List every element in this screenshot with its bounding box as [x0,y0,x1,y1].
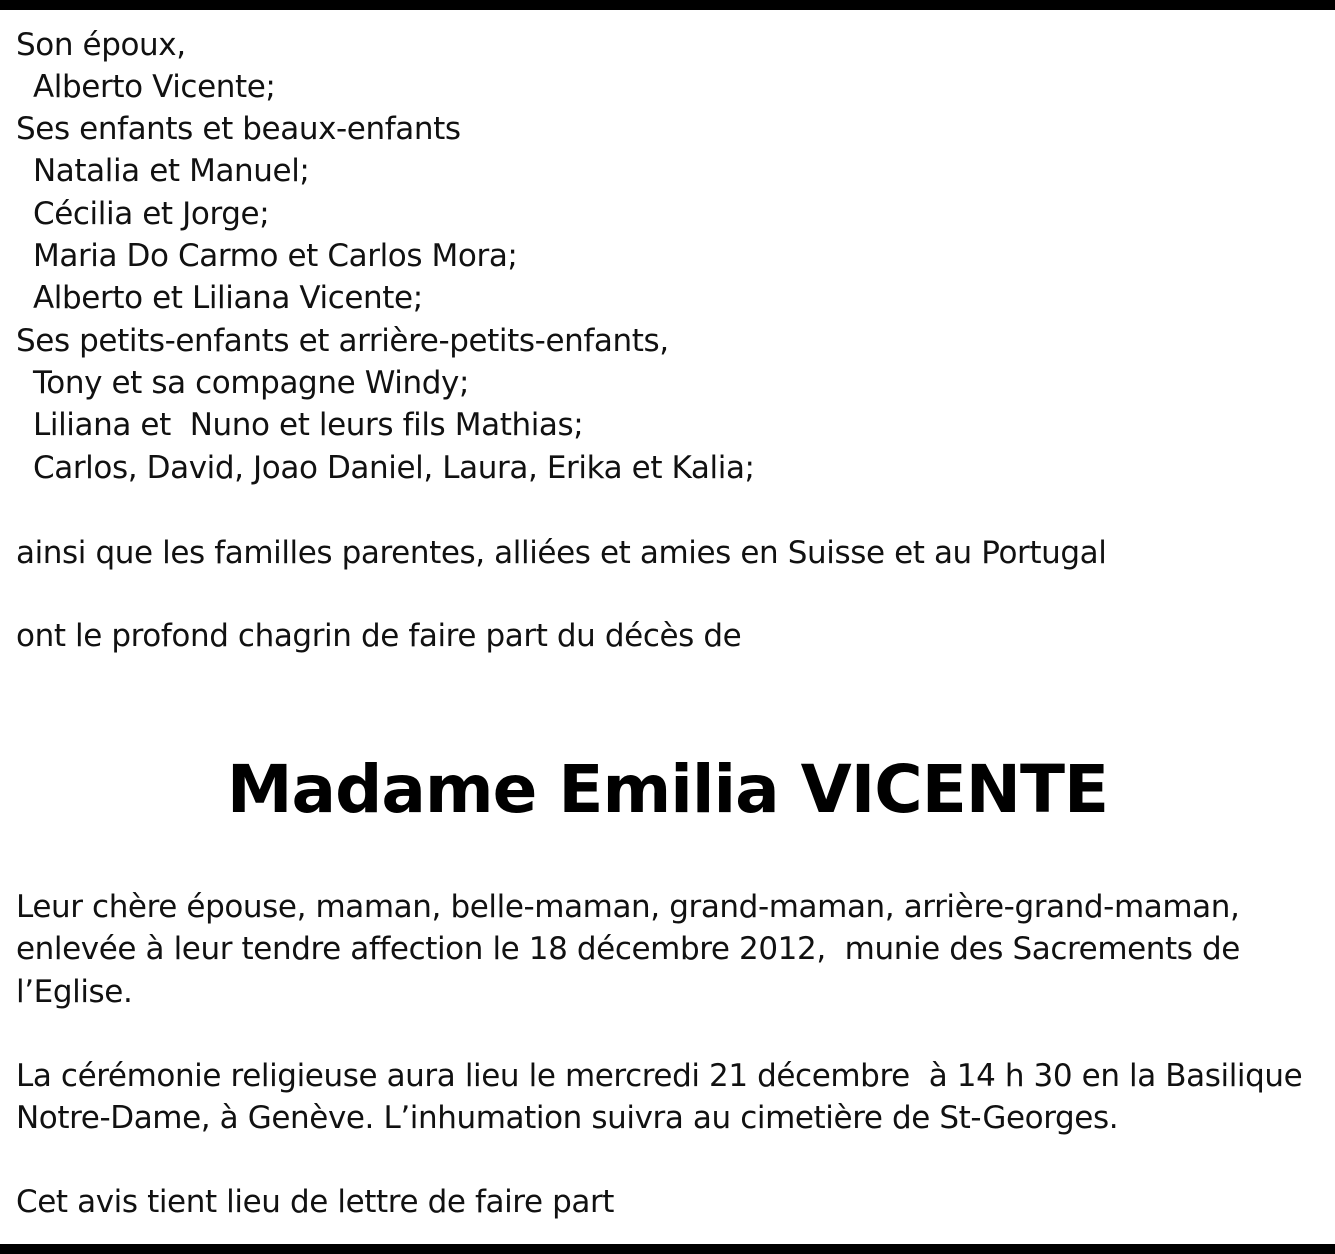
description-line-3: l’Eglise. [16,974,133,1010]
family-line-spouse: Alberto Vicente; [33,69,276,105]
closing-line: Cet avis tient lieu de lettre de faire part [16,1184,615,1220]
family-line-grandchild-1: Tony et sa compagne Windy; [33,365,469,401]
ceremony-line-1: La cérémonie religieuse aura lieu le mercredi 21 décembre à 14 h 30 en la Basilique [16,1058,1303,1094]
deceased-name: Madame Emilia VICENTE [226,751,1109,828]
announcement-line: ont le profond chagrin de faire part du décès de [16,618,742,654]
family-line-child-1: Natalia et Manuel; [33,153,310,189]
family-line-grandchild-3: Carlos, David, Joao Daniel, Laura, Erika et Kalia; [33,450,755,486]
ceremony-line-2: Notre-Dame, à Genève. L’inhumation suivra au cimetière de St-Georges. [16,1100,1119,1136]
family-line-grandchildren-heading: Ses petits-enfants et arrière-petits-enfants, [16,323,669,359]
family-line-grandchild-2: Liliana et Nuno et leurs fils Mathias; [33,407,584,443]
bottom-border-rule [0,1244,1335,1254]
family-line-child-2: Cécilia et Jorge; [33,196,270,232]
family-line-child-3: Maria Do Carmo et Carlos Mora; [33,238,518,274]
family-line-child-4: Alberto et Liliana Vicente; [33,280,423,316]
families-line: ainsi que les familles parentes, alliées et amies en Suisse et au Portugal [16,535,1107,571]
top-border-rule [0,0,1335,10]
description-line-1: Leur chère épouse, maman, belle-maman, grand-maman, arrière-grand-maman, [16,889,1240,925]
description-line-2: enlevée à leur tendre affection le 18 décembre 2012, munie des Sacrements de [16,931,1240,967]
family-line-children-heading: Ses enfants et beaux-enfants [16,111,461,147]
family-line-spouse-heading: Son époux, [16,27,186,63]
